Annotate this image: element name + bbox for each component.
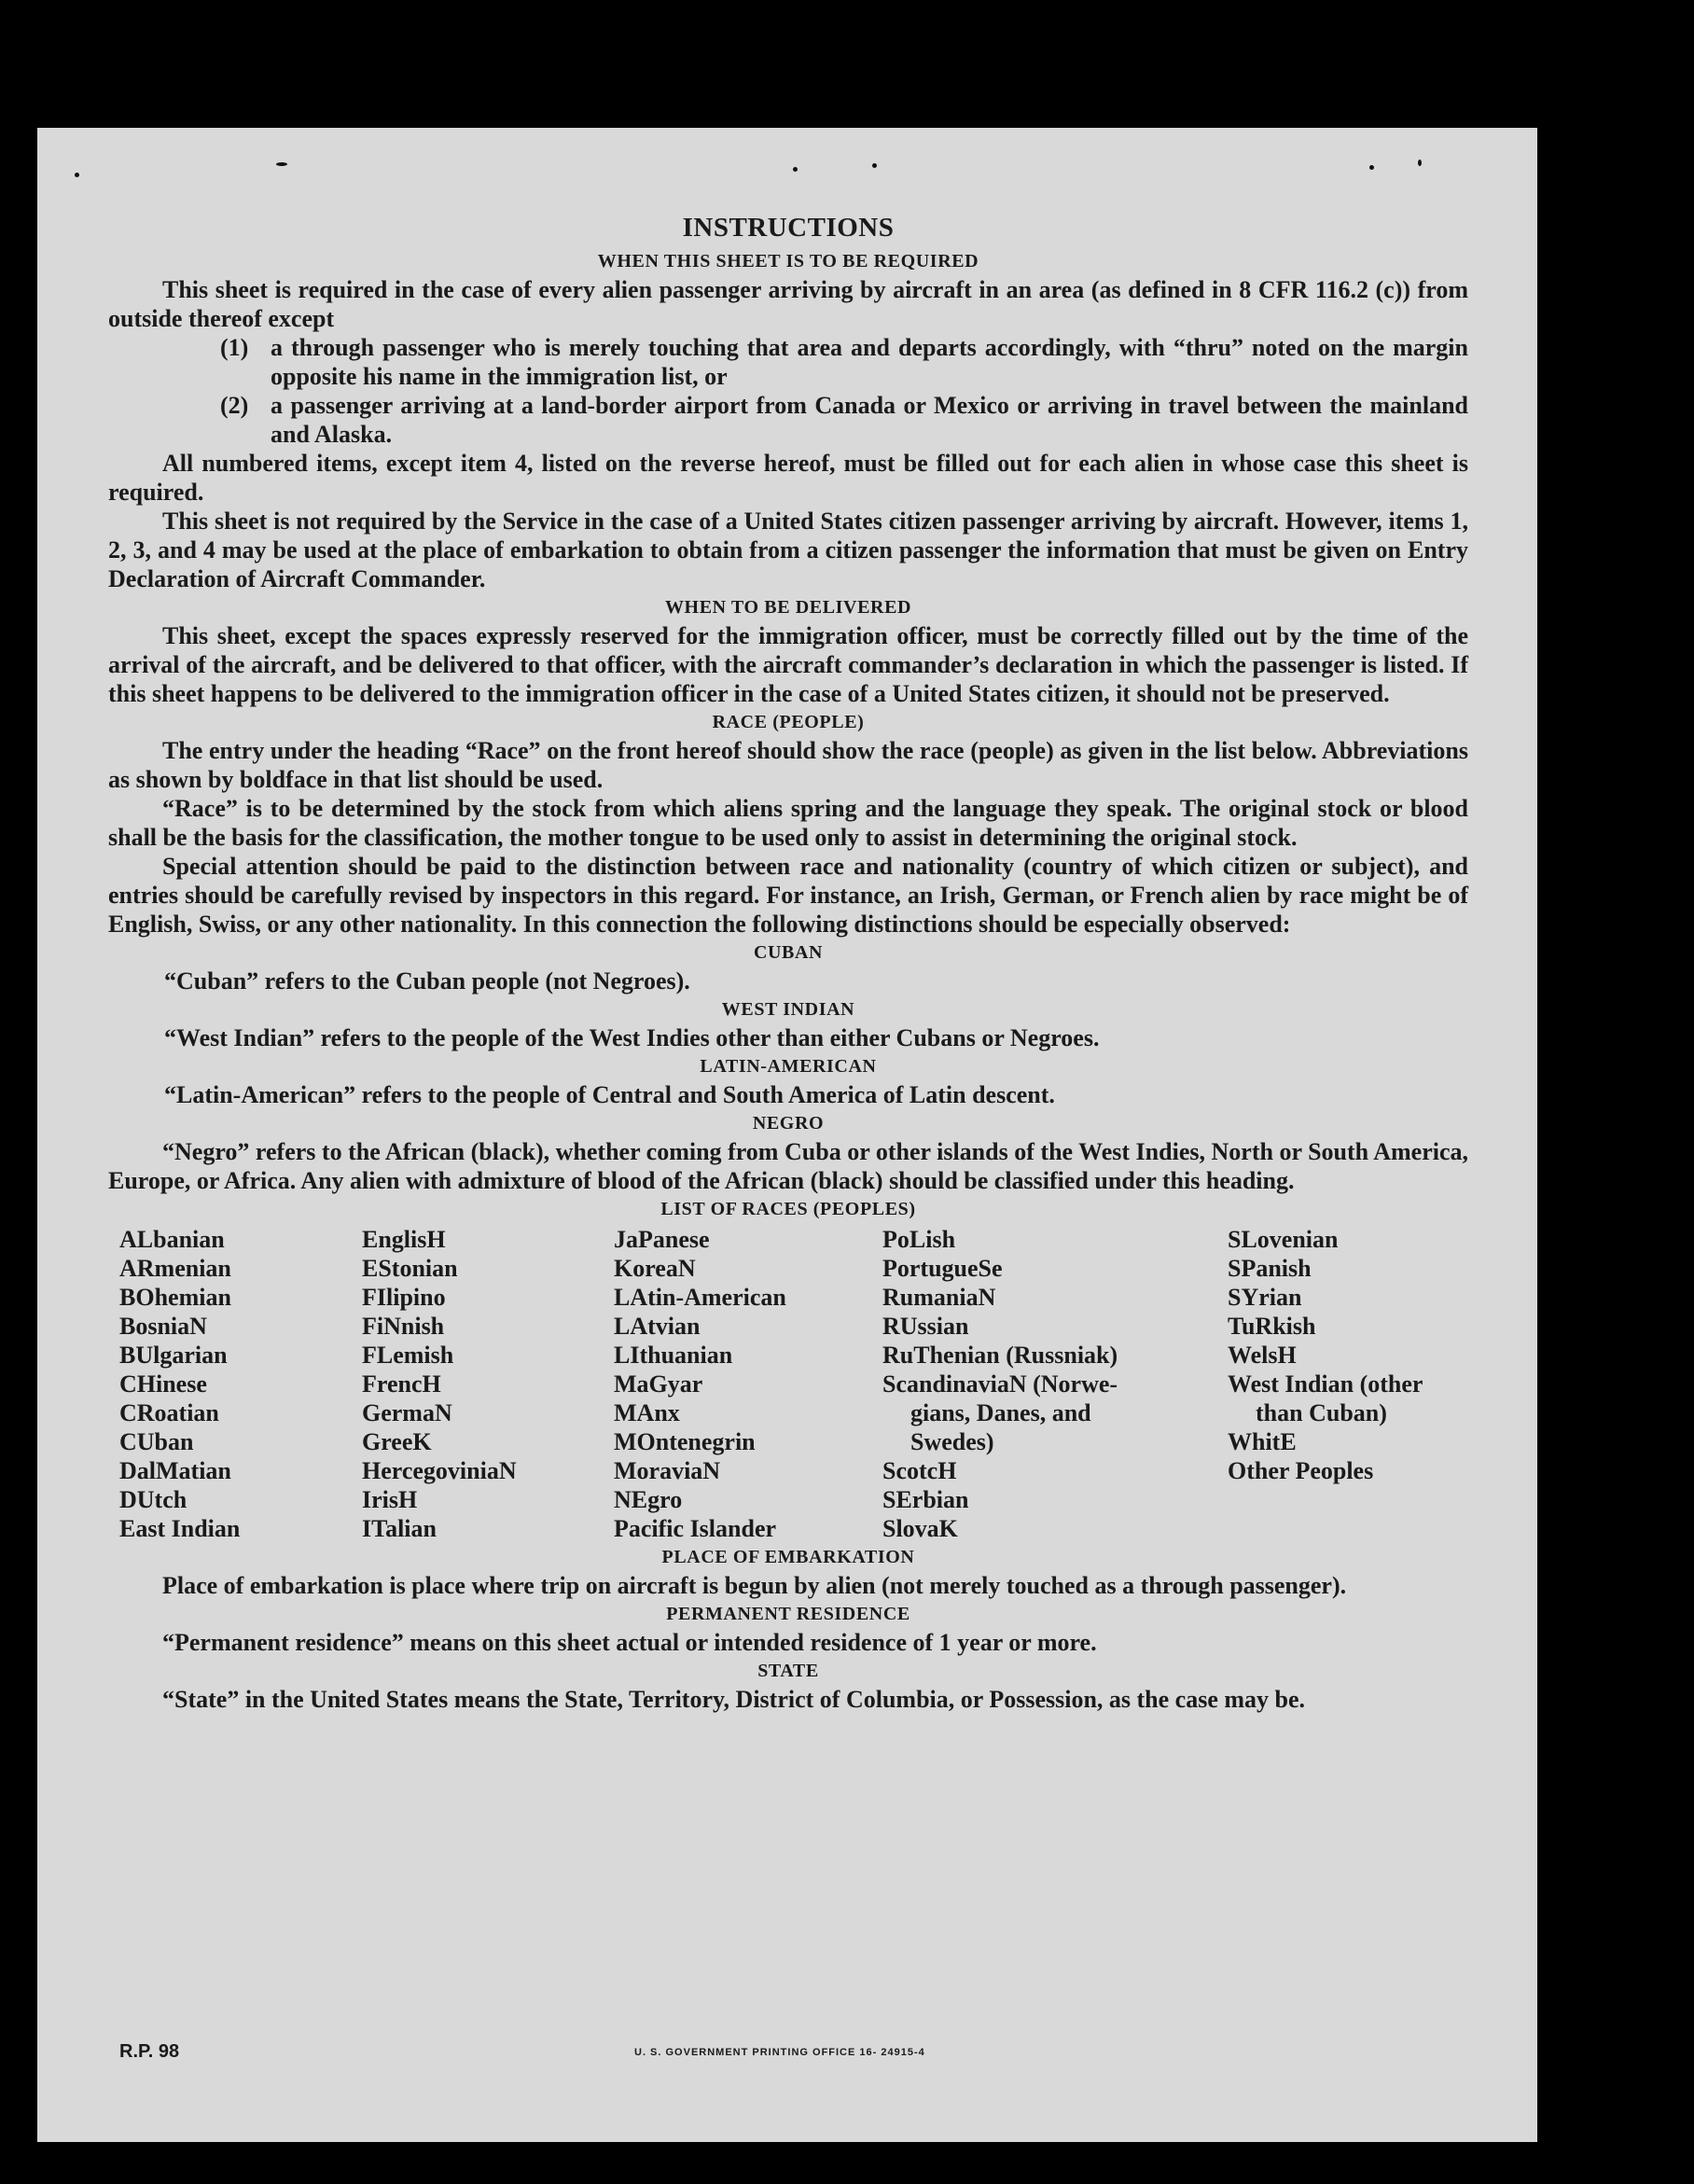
citizen-note-paragraph: This sheet is not required by the Service in the case of a United States citizen passenger arriving by aircraft. However, items 1, 2, 3, and 4 may be used at the place of embarkation to obtain from a citizen passenger the information that must be given on Entry Declaration of Aircraft Commander. bbox=[108, 508, 1468, 592]
page-title: INSTRUCTIONS bbox=[682, 213, 895, 243]
race-entry: FrencH bbox=[362, 1370, 441, 1398]
race-entry: HercegoviniaN bbox=[362, 1457, 517, 1484]
exception-text: a through passenger who is merely touching that area and departs accordingly, with “thru” noted on the margin opposite his name in the immigration list, or bbox=[271, 334, 1468, 390]
definition-text: “West Indian” refers to the people of the West Indies other than either Cubans or Negroes. bbox=[164, 1024, 1100, 1051]
race-entry: JaPanese bbox=[614, 1226, 710, 1253]
section-heading-race: RACE (PEOPLE) bbox=[712, 712, 865, 732]
race-entry: RUssian bbox=[882, 1313, 969, 1340]
race-entry: SlovaK bbox=[882, 1515, 958, 1542]
exception-text: a passenger arriving at a land-border airport from Canada or Mexico or arriving in travel between the mainland and Alaska. bbox=[271, 392, 1468, 448]
race-entry: MOntenegrin bbox=[614, 1428, 756, 1455]
race-entry: FiNnish bbox=[362, 1313, 445, 1340]
definition-heading: CUBAN bbox=[753, 942, 824, 963]
exception-number: (2) bbox=[220, 392, 249, 419]
exception-item bbox=[220, 333, 1468, 391]
print-speck bbox=[276, 162, 287, 166]
definition-text: “Cuban” refers to the Cuban people (not Negroes). bbox=[164, 967, 690, 995]
race-entry: Other Peoples bbox=[1228, 1457, 1374, 1484]
race-entry: West Indian (other bbox=[1228, 1370, 1423, 1398]
race-entry: MoraviaN bbox=[614, 1457, 721, 1484]
race-entry: SYrian bbox=[1228, 1284, 1302, 1311]
print-speck bbox=[793, 167, 798, 172]
state-paragraph: “State” in the United States means the State, Territory, District of Columbia, or Possession, as the case may be. bbox=[162, 1686, 1306, 1713]
race-entry: MAnx bbox=[614, 1399, 680, 1426]
print-speck bbox=[1418, 160, 1422, 166]
exception-number: (1) bbox=[220, 334, 249, 361]
section-heading-when-required: WHEN THIS SHEET IS TO BE REQUIRED bbox=[597, 251, 979, 271]
race-list bbox=[119, 1225, 1468, 1543]
race-paragraph: The entry under the heading “Race” on the front hereof should show the race (people) as given in the list below. Abbreviations as shown by boldface in that list should be used. bbox=[108, 737, 1468, 793]
race-column bbox=[362, 1225, 614, 1543]
race-entry: ScandinaviaN (Norwe- bbox=[882, 1370, 1118, 1398]
race-entry: TuRkish bbox=[1228, 1313, 1316, 1340]
race-entry: FIlipino bbox=[362, 1284, 446, 1311]
race-column bbox=[119, 1225, 362, 1543]
print-speck bbox=[75, 173, 79, 177]
definition-text: “Negro” refers to the African (black), whether coming from Cuba or other islands of the West Indies, North or South America, Europe, or Africa. Any alien with admixture of blood of the African (black) should be classified under this heading. bbox=[108, 1138, 1468, 1194]
intro-paragraph: This sheet is required in the case of every alien passenger arriving by aircraft in an area (as defined in 8 CFR 116.2 (c)) from outside thereof except bbox=[108, 276, 1468, 332]
printer-imprint: U. S. GOVERNMENT PRINTING OFFICE 16- 24915-4 bbox=[634, 2047, 925, 2058]
print-speck bbox=[872, 163, 877, 168]
form-number: R.P. 98 bbox=[119, 2041, 180, 2062]
race-entry: MaGyar bbox=[614, 1370, 703, 1398]
race-entry: ScotcH bbox=[882, 1457, 957, 1484]
race-entry: FLemish bbox=[362, 1342, 454, 1369]
race-entry: RuThenian (Russniak) bbox=[882, 1342, 1118, 1369]
race-entry: SErbian bbox=[882, 1486, 969, 1513]
section-heading-state: STATE bbox=[757, 1661, 819, 1681]
race-entry: EStonian bbox=[362, 1255, 458, 1282]
race-entry: LIthuanian bbox=[614, 1342, 733, 1369]
race-entry: Swedes) bbox=[910, 1428, 994, 1455]
section-heading-residence: PERMANENT RESIDENCE bbox=[666, 1604, 910, 1624]
race-entry: EnglisH bbox=[362, 1226, 446, 1253]
race-entry: WelsH bbox=[1228, 1342, 1297, 1369]
race-column bbox=[1228, 1225, 1470, 1543]
definition-heading: LATIN-AMERICAN bbox=[700, 1056, 877, 1077]
race-entry: DUtch bbox=[119, 1486, 187, 1513]
race-entry: CHinese bbox=[119, 1370, 207, 1398]
race-entry: DalMatian bbox=[119, 1457, 231, 1484]
race-entry: East Indian bbox=[119, 1515, 241, 1542]
list-of-races-heading: LIST OF RACES (PEOPLES) bbox=[660, 1199, 916, 1219]
race-entry: SPanish bbox=[1228, 1255, 1312, 1282]
race-entry: GermaN bbox=[362, 1399, 452, 1426]
race-column bbox=[614, 1225, 882, 1543]
race-entry: PortugueSe bbox=[882, 1255, 1003, 1282]
race-entry: SLovenian bbox=[1228, 1226, 1339, 1253]
residence-paragraph: “Permanent residence” means on this sheet actual or intended residence of 1 year or more. bbox=[162, 1629, 1097, 1656]
race-entry: ITalian bbox=[362, 1515, 437, 1542]
instructions-content bbox=[108, 212, 1468, 1714]
exception-item bbox=[220, 391, 1468, 449]
definition-text: “Latin-American” refers to the people of Central and South America of Latin descent. bbox=[164, 1081, 1055, 1108]
race-entry: CUban bbox=[119, 1428, 194, 1455]
race-entry: gians, Danes, and bbox=[910, 1399, 1091, 1426]
race-entry: BUlgarian bbox=[119, 1342, 228, 1369]
race-entry: LAtin-American bbox=[614, 1284, 786, 1311]
delivery-paragraph: This sheet, except the spaces expressly reserved for the immigration officer, must be correctly filled out by the time of the arrival of the aircraft, and be delivered to that officer, with the aircraft commander’s declaration in which the passenger is listed. If this sheet happens to be delivered to the immigration officer in the case of a United States citizen, it should not be preserved. bbox=[108, 622, 1468, 707]
race-entry: RumaniaN bbox=[882, 1284, 996, 1311]
race-entry: Pacific Islander bbox=[614, 1515, 777, 1542]
race-entry: NEgro bbox=[614, 1486, 683, 1513]
race-entry: ALbanian bbox=[119, 1226, 225, 1253]
race-entry: ARmenian bbox=[119, 1255, 231, 1282]
definition-heading: WEST INDIAN bbox=[721, 999, 855, 1020]
race-entry: IrisH bbox=[362, 1486, 418, 1513]
print-speck bbox=[1369, 165, 1374, 170]
section-heading-embarkation: PLACE OF EMBARKATION bbox=[661, 1547, 915, 1567]
race-entry: KoreaN bbox=[614, 1255, 696, 1282]
race-entry: BOhemian bbox=[119, 1284, 231, 1311]
race-entry: CRoatian bbox=[119, 1399, 219, 1426]
numbered-items-paragraph: All numbered items, except item 4, listed on the reverse hereof, must be filled out for each alien in whose case this sheet is required. bbox=[108, 450, 1468, 506]
race-entry: LAtvian bbox=[614, 1313, 701, 1340]
definition-heading: NEGRO bbox=[752, 1113, 825, 1134]
embarkation-paragraph: Place of embarkation is place where trip on aircraft is begun by alien (not merely touched as a through passenger). bbox=[162, 1572, 1347, 1599]
race-entry: BosniaN bbox=[119, 1313, 207, 1340]
race-entry: than Cuban) bbox=[1256, 1399, 1387, 1426]
document-sheet bbox=[37, 128, 1537, 2142]
race-entry: WhitE bbox=[1228, 1428, 1297, 1455]
race-entry: PoLish bbox=[882, 1226, 956, 1253]
race-paragraph: “Race” is to be determined by the stock from which aliens spring and the language they speak. The original stock or blood shall be the basis for the classification, the mother tongue to be used only to assist in determining the original stock. bbox=[108, 795, 1468, 851]
race-entry: GreeK bbox=[362, 1428, 432, 1455]
race-paragraph: Special attention should be paid to the distinction between race and nationality (country of which citizen or subject), and entries should be carefully revised by inspectors in this regard. For instance, an Irish, German, or French alien by race might be of English, Swiss, or any other nationality. In this connection the following distinctions should be especially observed: bbox=[108, 853, 1468, 938]
section-heading-delivery: WHEN TO BE DELIVERED bbox=[664, 597, 912, 618]
race-column bbox=[882, 1225, 1228, 1543]
